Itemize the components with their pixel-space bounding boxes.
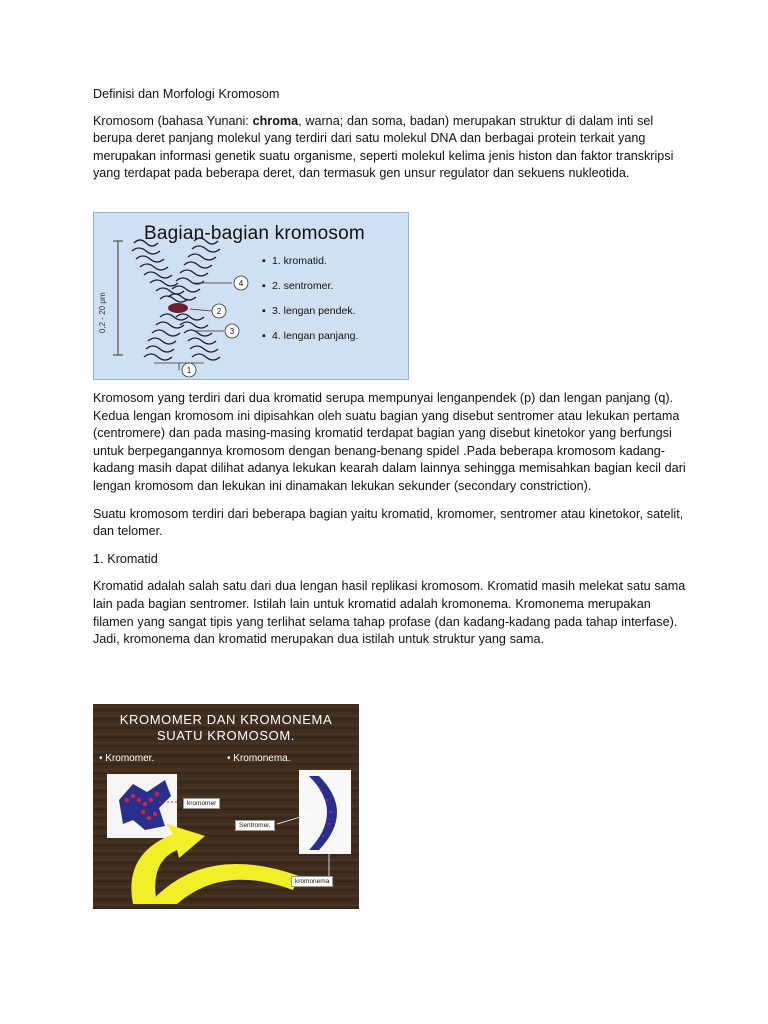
paragraph-parts: Suatu kromosom terdiri dari beberapa bagian yaitu kromatid, kromomer, sentromer atau kinetokor, satelit, dan telomer. [93,506,684,539]
scale-label: 0,2 - 20 μm [98,292,107,333]
figure-title-line: KROMOMER DAN KROMONEMA [119,712,333,727]
figure-chromosome-parts [93,212,409,380]
figure-title: Bagian-bagian kromosom [144,223,365,244]
figure-title-line: SUATU KROMOSOM. [156,728,296,743]
tag-kromonema: kromonema [291,876,333,887]
callout-label: 2 [216,307,222,316]
callout-label: 4 [238,279,244,288]
chromatid-upper-left [132,240,188,302]
legend-item: ▪ 1. kromatid. [262,255,327,267]
text-run: Kromosom (bahasa Yunani: [93,113,253,128]
paragraph-definition [93,113,693,183]
paragraph-structure: Kromosom yang terdiri dari dua kromatid serupa mempunyai lenganpendek (p) dan lengan panjang (q). Kedua lengan kromosom ini dipisahkan oleh suatu bagian yang disebut sentromer atau lekukan pertama (centromere) dan pada masing-masing kromatid terdapat bagian yang disebut kinetokor yang berfungsi untuk berpegangannya kromosom dengan benang-benang spidel .Pada beberapa kromosom kadang-kadang masih dapat dilihat adanya lekukan kearah dalam lainnya sehingga memisahkan bagian kecil dari lengan kromosom dan lekukan ini dinamakan lekukan sekunder (secondary constriction). [93,391,686,493]
text-run: , warna; dan soma, badan) merupakan struktur di dalam inti sel berupa deret panjang molekul yang terdiri dari satu molekul DNA dan berbagai protein terkait yang merupakan informasi genetik suatu organisme, seperti molekul kelima jenis histon dan faktor transkripsi yang terdapat pada beberapa deret, dan termasuk gen unsur regulator dan sekuens nukleotida. [93,113,674,181]
legend-item: ▪ 4. lengan panjang. [262,330,359,342]
page-title: Definisi dan Morfologi Kromosom [93,87,280,101]
figure-title [93,712,359,744]
legend-item: ▪ 2. sentromer. [262,280,334,292]
tag-kromomer: kromomer [183,798,220,809]
legend-item: ▪ 3. lengan pendek. [262,305,356,317]
chromatid-lower-left [144,314,188,360]
callout-label: 1 [186,366,192,375]
bullet-kromomer: • Kromomer. [99,753,155,764]
chromatid-lower-right [176,314,220,360]
paragraph-kromatid: Kromatid adalah salah satu dari dua lengan hasil replikasi kromosom. Kromatid masih melekat satu sama lain pada bagian sentromer. Istilah lain untuk kromatid adalah kromonema. Kromonema merupakan filamen yang sangat tipis yang terlihat selama tahap profase (dan kadang-kadang pada tahap interfase). Jadi, kromonema dan kromatid merupakan dua istilah untuk struktur yang sama. [93,579,686,647]
callout-label: 3 [229,327,235,336]
document-body-2 [93,390,693,659]
chromatid-upper-right [168,238,220,300]
document-body [93,86,693,193]
tag-sentromer: Sentromer. [235,820,275,831]
figure-kromomer-kromonema [93,704,359,909]
figure-legend [262,255,358,355]
section-heading-kromatid: 1. Kromatid [93,551,158,566]
bullet-kromonema: • Kromonema. [227,753,291,764]
bold-term: chroma [252,113,299,128]
arrow-yellow [149,864,299,904]
centromere-mark [168,303,188,313]
